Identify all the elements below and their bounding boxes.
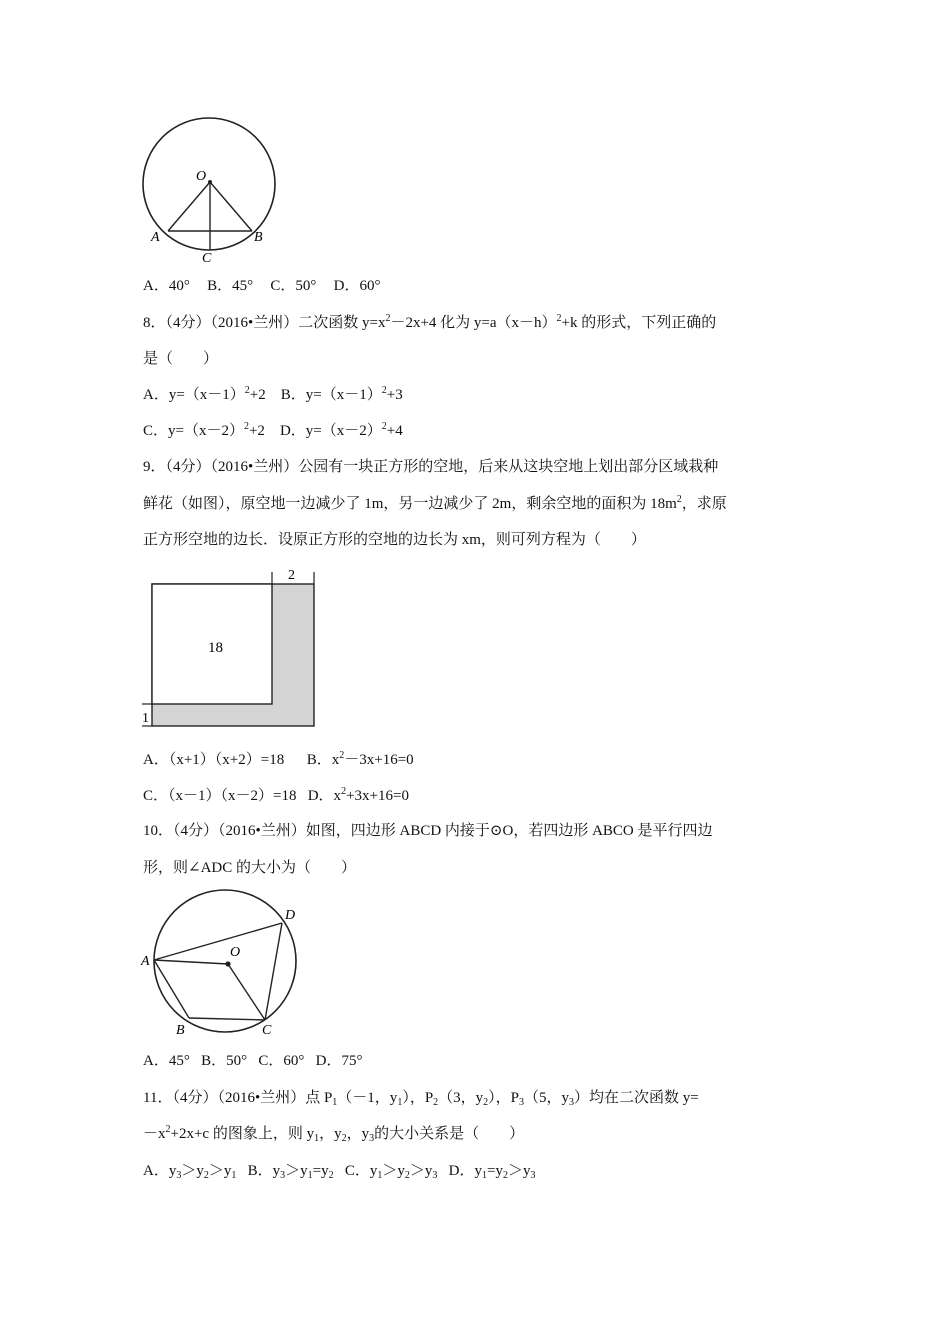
segment-oc: [228, 964, 265, 1020]
q8-option-a[interactable]: A．$y=(x-1)^2+2$: [143, 385, 266, 403]
q9-stem-line2: [143, 494, 727, 514]
q7-option-b[interactable]: B．45°: [207, 278, 254, 294]
segment-ad: [154, 923, 282, 960]
segment-ob: [210, 182, 252, 231]
q10-option-c[interactable]: C．60°: [258, 1053, 305, 1069]
figure-cyclic-quadrilateral: [138, 888, 310, 1040]
q8-options-row1: [143, 385, 403, 405]
q9-stem-line3: 正方形空地的边长．设原正方形的空地的边长为 xm，则可列方程为（ ）: [143, 532, 646, 548]
figure-square-garden: [140, 566, 325, 732]
q8-text-c: +k 的形式，下列正确的: [561, 315, 717, 331]
q8-sup-2: 2: [556, 313, 562, 324]
q9-stem-line1: 9．（4分）（2016•兰州）公园有一块正方形的空地，后来从这块空地上划出部分区域栽种: [143, 459, 719, 475]
point-o: [208, 180, 212, 184]
point-o: [225, 961, 230, 966]
segment-cb: [189, 1018, 265, 1020]
q11-stem-line1: 11．（4分）（2016•兰州）点 $P_1(-1$，$y_1$），$P_2(3$，$y_2$），$P_3(5$，$y_3$）均在二次函数 y=: [143, 1090, 699, 1108]
label-area: 18: [208, 640, 223, 656]
label-left: 1: [142, 711, 149, 726]
q8-sup-1: 2: [385, 313, 391, 324]
q8-option-b[interactable]: B．$y=(x-1)^2+3$: [280, 385, 403, 403]
label-a: A: [141, 954, 150, 969]
q10-stem-line2: 形，则∠ADC 的大小为（ ）: [143, 860, 356, 876]
q7-option-d[interactable]: D．60°: [333, 278, 381, 294]
q8-stem-line1: [143, 313, 716, 333]
label-c: C: [262, 1023, 272, 1038]
q9-options-row1: [143, 750, 414, 770]
label-b: B: [254, 230, 263, 245]
label-c: C: [202, 251, 212, 266]
q7-options: [143, 276, 380, 296]
q8-option-c[interactable]: C．$y=(x-2)^2+2$: [143, 421, 265, 439]
label-a: A: [151, 230, 160, 245]
label-d: D: [285, 908, 296, 923]
q7-option-c[interactable]: C．50°: [270, 278, 317, 294]
q10-options: [143, 1051, 362, 1071]
q9-text-b: ，求原: [681, 496, 727, 512]
q10-option-a[interactable]: A．45°: [143, 1053, 190, 1069]
q9-option-a[interactable]: A．（x+1）（x+2）=18: [143, 752, 285, 768]
q9-options-row2: [143, 786, 409, 806]
q8-option-d[interactable]: D．$y=(x-2)^2+4$: [279, 421, 403, 439]
q10-stem-line1: 10．（4分）（2016•兰州）如图，四边形 ABCD 内接于⊙O，若四边形 ABCO 是平行四边: [143, 823, 713, 839]
segment-ao: [154, 960, 228, 964]
q11-option-c[interactable]: C．$y_1>y_2>y_3$: [344, 1163, 438, 1181]
q8-text-a: 8．（4分）（2016•兰州）二次函数 y=x: [143, 315, 386, 331]
label-b: B: [176, 1023, 185, 1038]
q9-option-d[interactable]: D．$x^2+3x+16=0$: [307, 786, 409, 804]
q11-option-a[interactable]: A．$y_3>y_2>y_1$: [143, 1163, 237, 1181]
q7-option-a[interactable]: A．40°: [143, 278, 190, 294]
q9-option-b[interactable]: B．$x^2-3x+16=0$: [306, 750, 414, 768]
label-o: O: [230, 945, 241, 960]
label-o: O: [196, 169, 207, 184]
figure-circle-oab: [135, 110, 285, 270]
q8-options-row2: [143, 421, 403, 441]
q11-options: [143, 1161, 536, 1181]
segment-oa: [168, 182, 210, 231]
q9-sup: 2: [676, 494, 682, 505]
q8-stem-line2: 是（ ）: [143, 351, 219, 367]
q9-text-a: 鲜花（如图），原空地一边减少了 1m，另一边减少了 2m，剩余空地的面积为 18m: [143, 496, 677, 512]
q10-option-d[interactable]: D．75°: [315, 1053, 363, 1069]
label-top: 2: [288, 568, 295, 583]
q11-stem-line2: $-x^2+2x+c$ 的图象上，则 $y_1$，$y_2$，$y_3$的大小关系是（ ）: [143, 1124, 525, 1144]
q10-option-b[interactable]: B．50°: [201, 1053, 248, 1069]
q11-option-b[interactable]: B．$y_3>y_1=y_2$: [247, 1163, 334, 1181]
q9-option-c[interactable]: C．（x－1）（x－2）=18: [143, 788, 297, 804]
q11-option-d[interactable]: D．$y_1=y_2>y_3$: [448, 1163, 536, 1181]
q8-text-b: －2x+4 化为 y=a（x－h）: [390, 315, 557, 331]
